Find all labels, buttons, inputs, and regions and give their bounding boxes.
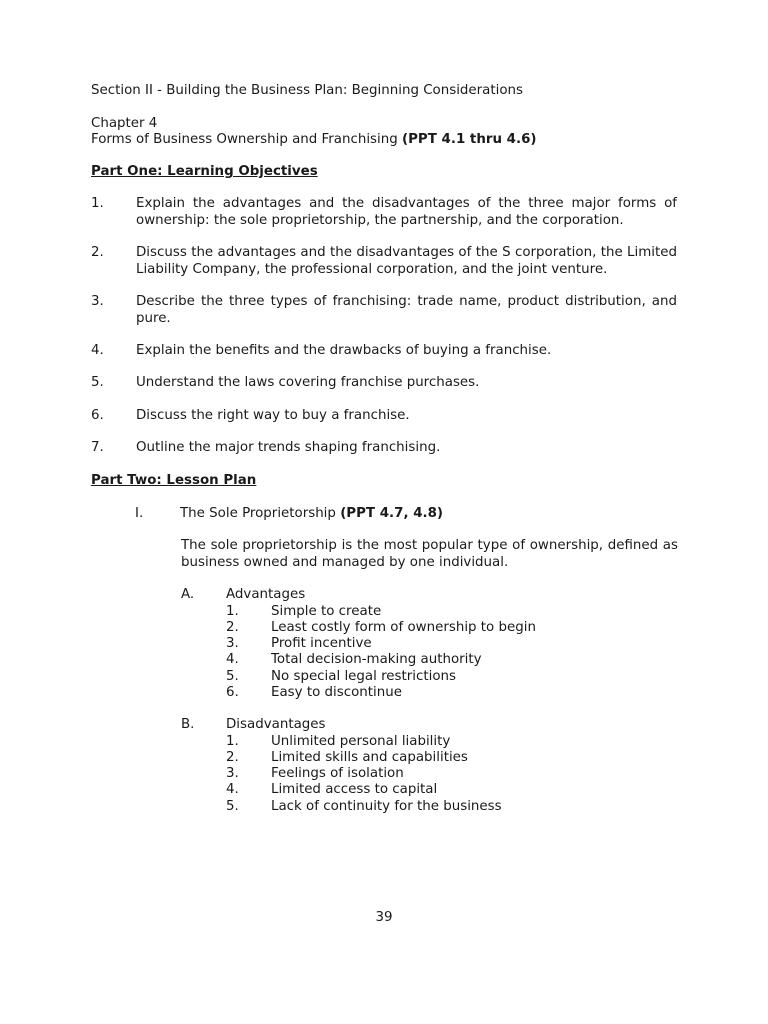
list-item-text: Limited access to capital — [271, 782, 438, 798]
page-number: 39 — [375, 910, 393, 925]
advantages-letter: A. — [181, 587, 195, 602]
objective-item — [91, 440, 677, 457]
objective-number: 6. — [91, 408, 104, 423]
list-item-number: 2. — [226, 619, 239, 635]
list-item-number: 4. — [226, 652, 239, 668]
list-item — [181, 669, 678, 685]
objective-item — [91, 196, 677, 229]
list-item — [181, 750, 678, 766]
list-item-text: Feelings of isolation — [271, 766, 404, 782]
list-item-text: Total decision-making authority — [271, 652, 482, 668]
list-item-number: 1. — [226, 603, 239, 619]
objective-number: 5. — [91, 375, 104, 390]
chapter-label: Chapter 4 — [91, 116, 158, 131]
list-item — [181, 685, 678, 701]
objective-number: 4. — [91, 343, 104, 358]
list-item-text: Easy to discontinue — [271, 684, 402, 700]
part-two-heading: Part Two: Lesson Plan — [91, 473, 257, 488]
disadvantages-items — [181, 734, 678, 815]
advantages-label: Advantages — [226, 587, 306, 602]
list-item-number: 4. — [226, 782, 239, 798]
list-item-text: Least costly form of ownership to begin — [271, 619, 536, 635]
list-item-number: 6. — [226, 684, 239, 700]
list-item-number: 1. — [226, 733, 239, 749]
disadvantages-label: Disadvantages — [226, 717, 326, 732]
disadvantages-letter: B. — [181, 717, 195, 732]
objective-text: Outline the major trends shaping franchising. — [136, 440, 441, 455]
list-item — [181, 766, 678, 782]
disadvantages-list — [181, 717, 678, 815]
objective-item — [91, 245, 677, 278]
list-item-text: Simple to create — [271, 603, 382, 619]
list-item — [181, 652, 678, 668]
chapter-title-line — [91, 132, 677, 149]
list-item-text: Lack of continuity for the business — [271, 798, 502, 814]
list-item-text: Limited skills and capabilities — [271, 749, 468, 765]
objective-number: 3. — [91, 294, 104, 309]
list-item-number: 3. — [226, 766, 239, 782]
list-item-text: Unlimited personal liability — [271, 733, 451, 749]
advantages-items — [181, 604, 678, 702]
objective-item — [91, 375, 677, 392]
list-item-number: 5. — [226, 798, 239, 814]
list-item — [181, 782, 678, 798]
part-one-heading: Part One: Learning Objectives — [91, 164, 318, 179]
list-item-text: Profit incentive — [271, 636, 372, 652]
objective-item — [91, 343, 677, 360]
objective-text: Understand the laws covering franchise purchases. — [136, 375, 480, 390]
objective-number: 7. — [91, 440, 104, 455]
objective-number: 1. — [91, 196, 104, 211]
list-item — [181, 734, 678, 750]
section-title: Section II - Building the Business Plan: Beginning Considerations — [91, 83, 524, 98]
section-description: The sole proprietorship is the most popular type of ownership, defined as business owned and managed by one individual. — [181, 538, 678, 570]
lesson-section-heading — [135, 506, 677, 523]
list-item — [181, 799, 678, 815]
list-item-text: No special legal restrictions — [271, 668, 456, 684]
list-item-number: 5. — [226, 668, 239, 684]
chapter-ppt-ref: (PPT 4.1 thru 4.6) — [402, 132, 537, 147]
advantages-list — [181, 587, 678, 701]
list-item — [181, 636, 678, 652]
objective-text: Discuss the right way to buy a franchise. — [136, 408, 410, 423]
objective-item — [91, 408, 677, 425]
objective-number: 2. — [91, 245, 104, 260]
objective-text: Describe the three types of franchising: trade name, product distribution, and pure. — [136, 294, 677, 326]
chapter-title: Forms of Business Ownership and Franchising — [91, 132, 398, 147]
section-title: The Sole Proprietorship — [180, 506, 336, 521]
objective-item — [91, 294, 677, 327]
objective-text: Discuss the advantages and the disadvantages of the S corporation, the Limited Liability Company, the professional corporation, and the joint venture. — [136, 245, 677, 277]
objective-text: Explain the advantages and the disadvantages of the three major forms of ownership: the sole proprietorship, the partnership, and the corporation. — [136, 196, 677, 228]
objective-text: Explain the benefits and the drawbacks of buying a franchise. — [136, 343, 552, 358]
section-numeral: I. — [135, 506, 144, 521]
list-item-number: 3. — [226, 636, 239, 652]
list-item-number: 2. — [226, 749, 239, 765]
list-item — [181, 604, 678, 620]
list-item — [181, 620, 678, 636]
section-ppt-ref: (PPT 4.7, 4.8) — [340, 506, 444, 521]
